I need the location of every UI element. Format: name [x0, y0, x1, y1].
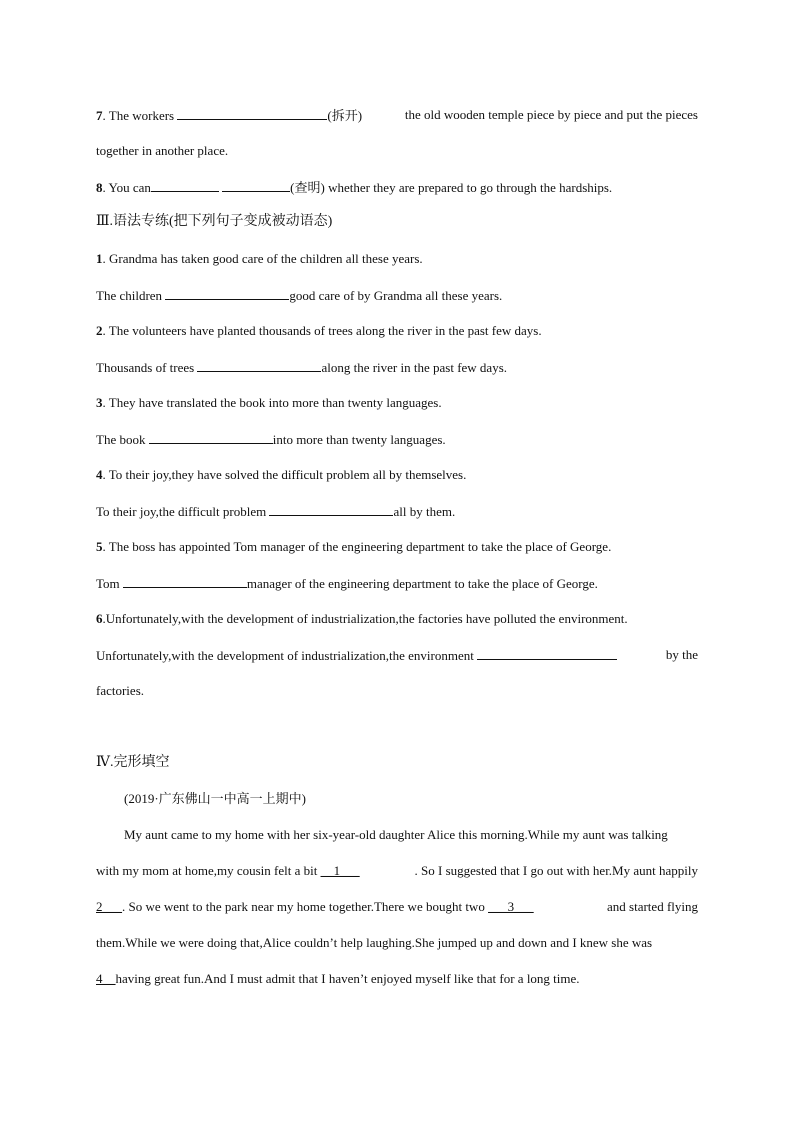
item-4-answer: To their joy,the difficult problem all by them.: [96, 504, 456, 519]
item-6-answer: Unfortunately,with the development of industrialization,the environment by the: [96, 647, 698, 663]
answer-blank[interactable]: [123, 574, 247, 588]
item-1-sentence: 1. Grandma has taken good care of the children all these years.: [96, 251, 423, 266]
item-6-sentence: 6.Unfortunately,with the development of industrialization,the factories have polluted the environment.: [96, 611, 628, 626]
passage-line-3: 2___. So we went to the park near my home together.There we bought two ___3___ and started flying: [96, 899, 698, 914]
cloze-blank-3[interactable]: ___3___: [488, 899, 534, 914]
answer-blank[interactable]: [477, 646, 617, 660]
passage-source: (2019·广东佛山一中高一上期中): [124, 791, 306, 806]
passage-line-4: them.While we were doing that,Alice couldn’t help laughing.She jumped up and down and I knew she was: [96, 935, 653, 950]
passage-line-5: 4__having great fun.And I must admit that I haven’t enjoyed myself like that for a long time.: [96, 971, 580, 986]
item-2-sentence: 2. The volunteers have planted thousands of trees along the river in the past few days.: [96, 323, 542, 338]
answer-blank[interactable]: [197, 358, 321, 372]
passage-line-2: with my mom at home,my cousin felt a bit __1___ . So I suggested that I go out with her.My aunt happily: [96, 863, 698, 878]
section-3-heading: Ⅲ.语法专练(把下列句子变成被动语态): [96, 214, 333, 229]
item-3-sentence: 3. They have translated the book into more than twenty languages.: [96, 395, 442, 410]
answer-blank[interactable]: [177, 106, 327, 120]
item-1-answer: The children good care of by Grandma all these years.: [96, 288, 503, 303]
cloze-blank-2[interactable]: 2___: [96, 899, 122, 914]
item-3-answer: The book into more than twenty languages.: [96, 432, 446, 447]
question-7-line-2: together in another place.: [96, 143, 229, 158]
item-2-answer: Thousands of trees along the river in the past few days.: [96, 360, 508, 375]
passage-line-1: My aunt came to my home with her six-year-old daughter Alice this morning.While my aunt was talking: [124, 827, 668, 842]
answer-blank[interactable]: [222, 178, 290, 192]
question-8: 8. You can (查明) whether they are prepared to go through the hardships.: [96, 180, 613, 195]
question-7-line-1: 7. The workers (拆开) the old wooden temple piece by piece and put the pieces: [96, 107, 698, 123]
section-4-heading: Ⅳ.完形填空: [96, 755, 170, 770]
answer-blank[interactable]: [165, 286, 289, 300]
question-number: 7: [96, 108, 103, 123]
answer-blank[interactable]: [269, 502, 393, 516]
hint-text: (查明): [290, 180, 325, 195]
cloze-blank-4[interactable]: 4__: [96, 971, 116, 986]
cloze-blank-1[interactable]: __1___: [320, 863, 360, 878]
item-6-answer-line-2: factories.: [96, 683, 145, 698]
item-5-answer: Tom manager of the engineering department to take the place of George.: [96, 576, 598, 591]
hint-text: (拆开): [327, 108, 363, 123]
item-4-sentence: 4. To their joy,they have solved the difficult problem all by themselves.: [96, 467, 467, 482]
answer-blank[interactable]: [151, 178, 219, 192]
question-number: 8: [96, 180, 103, 195]
answer-blank[interactable]: [149, 430, 273, 444]
item-5-sentence: 5. The boss has appointed Tom manager of the engineering department to take the place of George.: [96, 539, 612, 554]
